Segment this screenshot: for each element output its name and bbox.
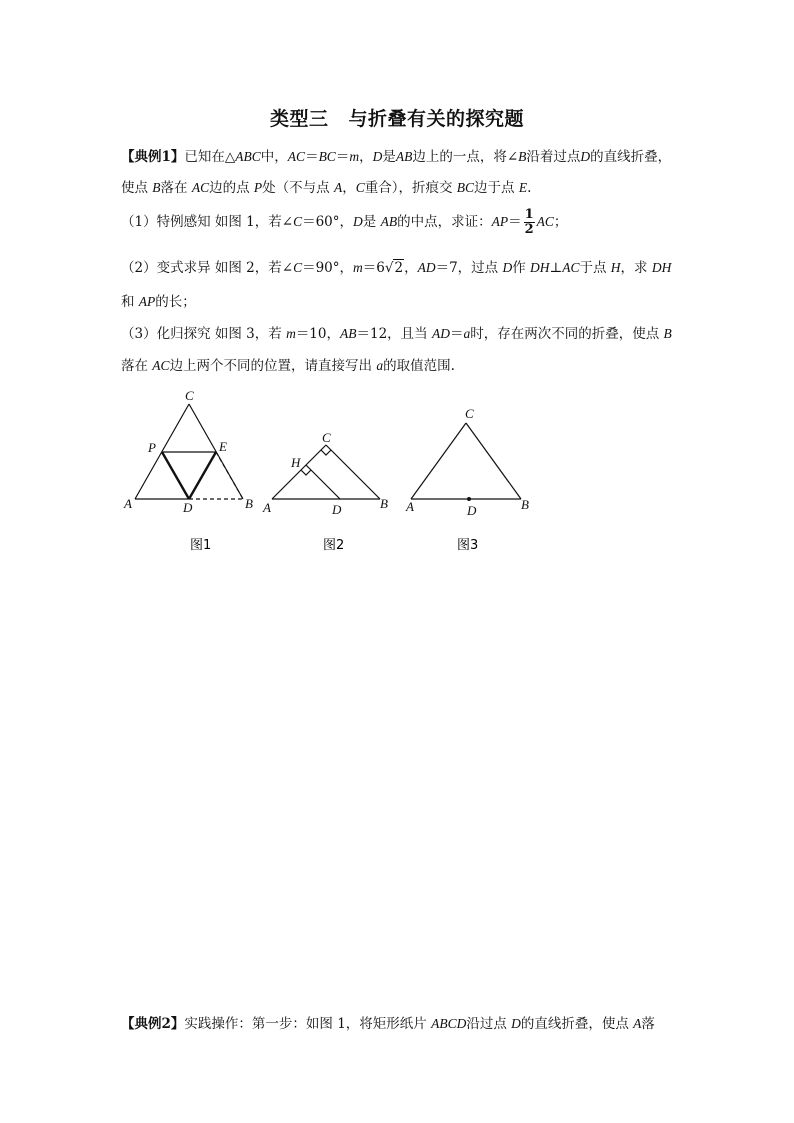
text-run: ＝ xyxy=(305,149,319,165)
text-run: ＝6 xyxy=(362,260,385,276)
math-variable: C xyxy=(355,180,365,195)
fig2-side-CB xyxy=(326,445,380,499)
fig3-side-AC xyxy=(411,423,466,499)
math-variable: B xyxy=(518,149,527,164)
math-variable: AC xyxy=(152,358,170,373)
math-variable: D xyxy=(502,260,513,275)
text-run: ； xyxy=(553,214,568,230)
fig1-caption: 图1 xyxy=(190,538,212,553)
text-run: 使点 xyxy=(121,180,153,196)
text-run: ＝12，且当 xyxy=(356,326,432,342)
fig3-label-B: B xyxy=(521,497,529,512)
math-variable: D xyxy=(372,149,383,164)
figures-panel xyxy=(0,385,794,565)
math-variable: DH xyxy=(530,260,550,275)
text-run: ＝90°， xyxy=(302,260,354,276)
title-part1: 类型三 xyxy=(269,108,329,130)
fig3-caption: 图3 xyxy=(457,538,479,553)
text-run: ＝ xyxy=(508,214,522,230)
text-run: ＝60°， xyxy=(302,214,354,230)
math-variable: P xyxy=(253,180,263,195)
text-run: 的中点，求证： xyxy=(397,214,492,230)
fig1-segment-PD xyxy=(162,452,189,499)
math-variable: AB xyxy=(395,149,413,164)
text-run: 的取值范围. xyxy=(383,358,455,374)
fig3-label-D: D xyxy=(467,503,477,518)
text-run: ⊥ xyxy=(549,260,563,276)
text-run: . xyxy=(527,180,532,196)
text-run: ，求 xyxy=(620,260,652,276)
math-variable: AC xyxy=(562,260,580,275)
fraction-one-half xyxy=(524,208,535,237)
text-run: ＝7，过点 xyxy=(435,260,503,276)
fig3-point-D xyxy=(467,497,471,501)
text-run: ＝ xyxy=(449,326,464,342)
math-variable: BC xyxy=(456,180,475,195)
math-variable: B xyxy=(663,326,672,341)
text-run: 于点 xyxy=(579,260,611,276)
math-variable: H xyxy=(610,260,621,275)
fraction-numerator: 1 xyxy=(524,207,534,222)
math-variable: C xyxy=(293,260,303,275)
math-variable: a xyxy=(463,326,471,341)
fig2-right-angle-H xyxy=(301,470,311,475)
math-variable: A xyxy=(633,1016,642,1031)
math-variable: D xyxy=(580,149,591,164)
question2-tail xyxy=(404,260,671,276)
text-run: ， xyxy=(404,260,418,276)
page-title xyxy=(0,104,794,131)
fig2-segment-HD xyxy=(306,465,340,499)
example2-label: 【典例2】 xyxy=(121,1016,185,1032)
math-variable: AP xyxy=(491,214,509,229)
example1-line1-text xyxy=(184,149,671,165)
fig2-label-D: D xyxy=(332,502,342,517)
math-variable: AP xyxy=(138,294,156,309)
fig3-label-A: A xyxy=(406,499,414,514)
text-run: 的直线折叠，使点 xyxy=(520,1016,634,1032)
example1-label: 【典例1】 xyxy=(121,149,185,165)
text-run: 落 xyxy=(641,1016,655,1032)
question1-text xyxy=(121,214,522,230)
text-run: 作 xyxy=(512,260,531,276)
fig1-label-P: P xyxy=(148,440,156,455)
text-run: 是 xyxy=(382,149,396,165)
fraction-denominator: 2 xyxy=(524,222,534,237)
fig1-label-E: E xyxy=(219,439,227,454)
example1-line2 xyxy=(121,176,531,196)
text-run: 的长； xyxy=(155,294,196,310)
math-variable: m xyxy=(353,260,363,275)
question2-text xyxy=(121,260,385,276)
question1 xyxy=(121,208,567,237)
text-run: 重合），折痕交 xyxy=(364,180,457,196)
question2 xyxy=(121,256,671,276)
text-run: 落在 xyxy=(121,358,153,374)
text-run: 中， xyxy=(260,149,288,165)
text-run: 是 xyxy=(362,214,381,230)
math-variable: A xyxy=(333,180,343,195)
text-run: 处（不与点 xyxy=(262,180,334,196)
fig2-label-H: H xyxy=(291,455,301,470)
example2-line1-text xyxy=(184,1016,655,1032)
fig3-label-C: C xyxy=(465,406,474,421)
math-variable: D xyxy=(511,1016,521,1031)
sqrt-radicand: 2 xyxy=(394,260,404,276)
text-run: 的直线折叠， xyxy=(590,149,672,165)
text-run: 边于点 xyxy=(474,180,519,196)
text-run: 沿过点 xyxy=(466,1016,512,1032)
example2-line1 xyxy=(121,1012,655,1032)
fig2-right-angle-C xyxy=(321,450,331,455)
math-variable: B xyxy=(152,180,161,195)
figure-2 xyxy=(272,445,380,499)
math-variable: AB xyxy=(340,326,357,341)
text-run: 实践操作：第一步：如图 1，将矩形纸片 xyxy=(184,1016,432,1032)
text-run: 沿着过点 xyxy=(526,149,581,165)
text-run: 边上两个不同的位置，请直接写出 xyxy=(169,358,377,374)
example1-line1 xyxy=(121,145,671,165)
math-variable: D xyxy=(353,214,363,229)
math-variable: a xyxy=(376,358,384,373)
question3-line2 xyxy=(121,354,455,374)
fig2-caption: 图2 xyxy=(323,538,345,553)
fig1-label-C: C xyxy=(185,388,194,403)
math-variable: AD xyxy=(417,260,436,275)
text-run: 落在 xyxy=(160,180,192,196)
text-run: ＝ xyxy=(335,149,350,165)
math-variable: E xyxy=(518,180,528,195)
fig1-segment-ED xyxy=(189,452,216,499)
fig2-side-AC xyxy=(272,445,326,499)
text-run: 已知在△ xyxy=(184,149,236,165)
figure-3 xyxy=(411,423,521,499)
title-part2: 与折叠有关的探究题 xyxy=(348,108,525,130)
question1-tail xyxy=(537,214,568,230)
text-run: 时，存在两次不同的折叠，使点 xyxy=(470,326,664,342)
fig1-label-D: D xyxy=(183,500,193,515)
sqrt-symbol: √ xyxy=(384,260,394,276)
text-run: 边上的一点，将∠ xyxy=(412,149,519,165)
math-variable: AC xyxy=(536,214,554,229)
question3-line1 xyxy=(121,322,672,342)
math-variable: m xyxy=(349,149,360,164)
text-run: （2）变式求异 如图 2，若∠ xyxy=(121,260,294,276)
math-variable: AC xyxy=(191,180,210,195)
text-run: 和 xyxy=(121,294,139,310)
fig1-label-B: B xyxy=(245,496,253,511)
text-run: ， xyxy=(342,180,356,196)
math-variable: ABCD xyxy=(431,1016,467,1031)
math-variable: C xyxy=(293,214,303,229)
question2-line2 xyxy=(121,290,196,310)
text-run: ， xyxy=(359,149,373,165)
math-variable: AB xyxy=(380,214,398,229)
math-variable: m xyxy=(286,326,296,341)
math-variable: AD xyxy=(431,326,450,341)
fig3-side-CB xyxy=(466,423,521,499)
sqrt-two xyxy=(385,260,404,276)
math-variable: DH xyxy=(651,260,672,275)
math-variable: AC xyxy=(287,149,306,164)
fig2-label-C: C xyxy=(322,430,331,445)
fig2-label-A: A xyxy=(263,500,271,515)
text-run: ＝10， xyxy=(295,326,340,342)
math-variable: BC xyxy=(318,149,336,164)
math-variable: ABC xyxy=(235,149,261,164)
text-run: 边的点 xyxy=(209,180,254,196)
fig2-label-B: B xyxy=(380,496,388,511)
text-run: （1）特例感知 如图 1，若∠ xyxy=(121,214,294,230)
text-run: （3）化归探究 如图 3，若 xyxy=(121,326,287,342)
fig1-label-A: A xyxy=(124,496,132,511)
